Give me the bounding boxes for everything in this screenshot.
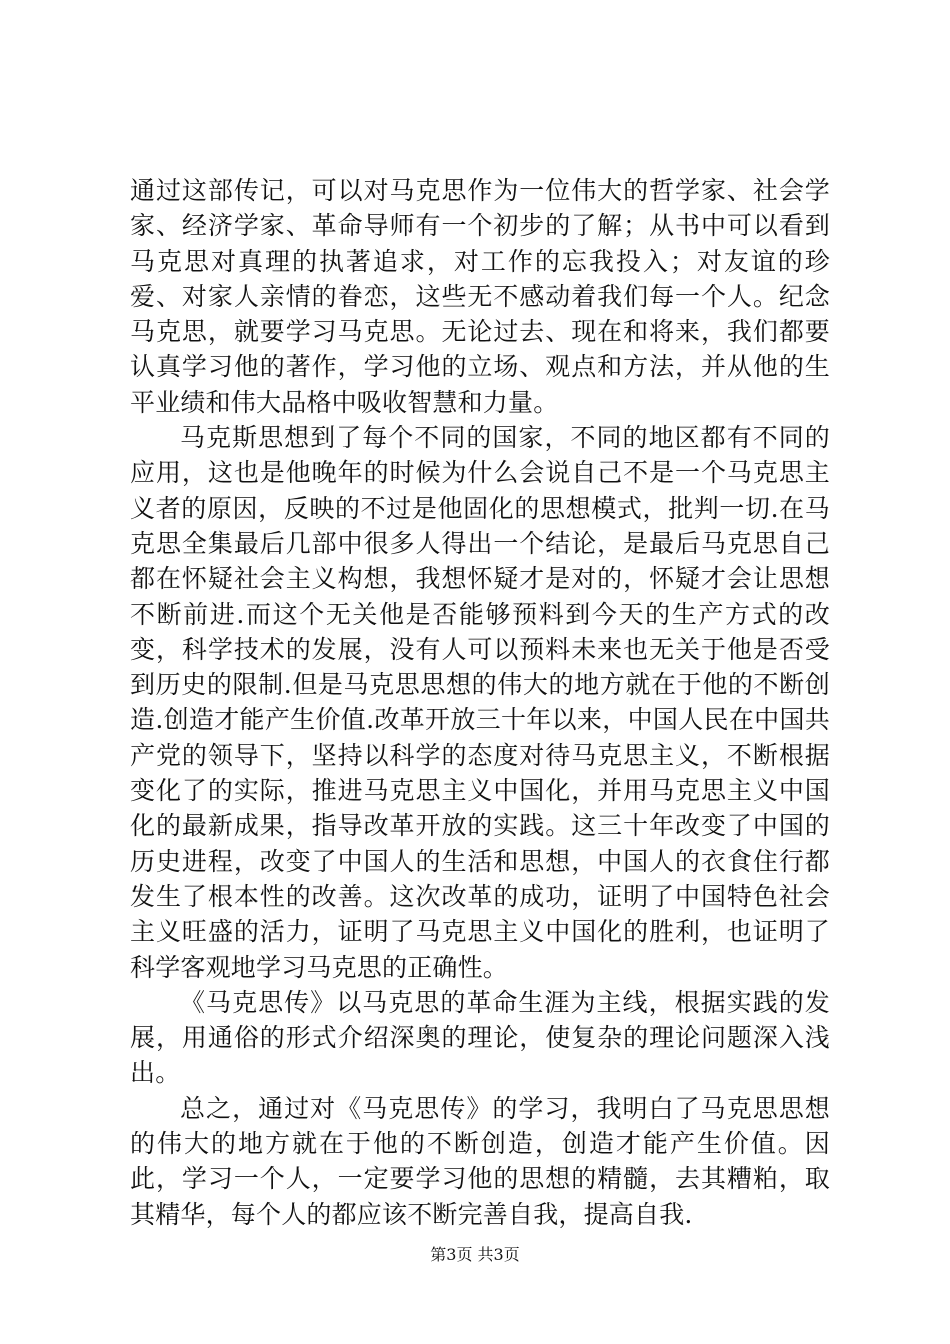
document-body	[130, 173, 830, 1232]
page-number-footer: 第3页 共3页	[430, 1245, 520, 1264]
paragraph: 总之，通过对《马克思传》的学习，我明白了马克思思想的伟大的地方就在于他的不断创造，创造才能产生价值。因此，学习一个人，一定要学习他的思想的精髓，去其糟粕，取其精华，每个人的都应该不断完善自我，提高自我.	[130, 1093, 830, 1229]
paragraph: 《马克思传》以马克思的革命生涯为主线，根据实践的发展，用通俗的形式介绍深奥的理论，使复杂的理论问题深入浅出。	[130, 987, 830, 1088]
paragraph: 通过这部传记，可以对马克思作为一位伟大的哲学家、社会学家、经济学家、革命导师有一个初步的了解；从书中可以看到马克思对真理的执著追求，对工作的忘我投入；对友谊的珍爱、对家人亲情的眷恋，这些无不感动着我们每一个人。纪念马克思，就要学习马克思。无论过去、现在和将来，我们都要认真学习他的著作，学习他的立场、观点和方法，并从他的生平业绩和伟大品格中吸收智慧和力量。	[130, 176, 830, 417]
paragraph: 马克斯思想到了每个不同的国家，不同的地区都有不同的应用，这也是他晚年的时候为什么会说自己不是一个马克思主义者的原因，反映的不过是他固化的思想模式，批判一切.在马克思全集最后几部中很多人得出一个结论，是最后马克思自己都在怀疑社会主义构想，我想怀疑才是对的，怀疑才会让思想不断前进.而这个无关他是否能够预料到今天的生产方式的改变，科学技术的发展，没有人可以预料未来也无关于他是否受到历史的限制.但是马克思思想的伟大的地方就在于他的不断创造.创造才能产生价值.改革开放三十年以来，中国人民在中国共产党的领导下，坚持以科学的态度对待马克思主义，不断根据变化了的实际，推进马克思主义中国化，并用马克思主义中国化的最新成果，指导改革开放的实践。这三十年改变了中国的历史进程，改变了中国人的生活和思想，中国人的衣食住行都发生了根本性的改善。这次改革的成功，证明了中国特色社会主义旺盛的活力，证明了马克思主义中国化的胜利，也证明了科学客观地学习马克思的正确性。	[130, 423, 830, 982]
